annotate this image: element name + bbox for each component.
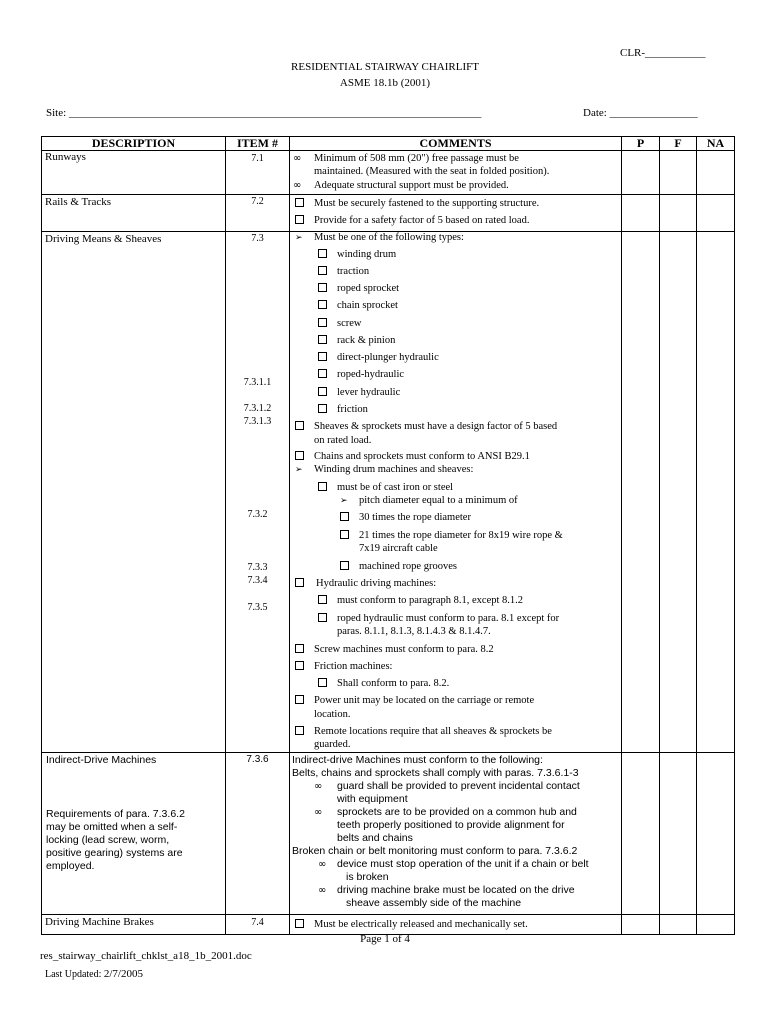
p-checkbox-cell[interactable] [622,915,660,935]
checkbox-icon [295,215,304,224]
item-number: 7.3.4 [247,575,268,586]
table-row [42,915,735,935]
last-updated-label: Last Updated: [45,969,102,980]
description-note: positive gearing) systems are [46,847,183,859]
row-description: Rails & Tracks [45,196,112,208]
site-field: Site: ___________________________________________________________________________ [46,107,482,119]
arrow-bullet-icon: ➢ [295,232,303,242]
checkbox-icon [295,421,304,430]
type-option: friction [337,404,368,415]
comment-line: driving machine brake must be located on the drive [337,884,575,896]
type-option: winding drum [337,249,397,260]
f-checkbox-cell[interactable] [660,232,697,753]
comment-line: sheave assembly side of the machine [346,897,522,909]
header-f: F [660,137,697,151]
infinity-bullet-icon: ∞ [318,859,327,870]
checkbox-icon [295,578,304,587]
header-description: DESCRIPTION [42,137,226,151]
item-number: 7.3.1.1 [243,377,272,388]
comment-line: Must be securely fastened to the supporting structure. [314,198,540,209]
comment-line: 30 times the rope diameter [359,512,471,523]
last-updated-date: 2/7/2005 [103,968,143,980]
checkbox-icon [295,661,304,670]
checkbox-icon [318,318,327,327]
type-option: roped sprocket [337,283,400,294]
checkbox-icon [318,404,327,413]
comment-line: 21 times the rope diameter for 8x19 wire rope & [359,530,563,541]
checkbox-icon [295,695,304,704]
f-checkbox-cell[interactable] [660,151,697,195]
header-comments: COMMENTS [290,137,622,151]
description-note: locking (lead screw, worm, [46,834,170,846]
clr-field: CLR-___________ [620,47,706,59]
description-note: employed. [46,860,95,872]
comment-line: roped hydraulic must conform to para. 8.1 except for [337,613,560,624]
comment-line: device must stop operation of the unit if a chain or belt [337,858,589,870]
comment-line: belts and chains [337,832,413,844]
infinity-bullet-icon: ∞ [293,153,302,164]
checkbox-icon [318,678,327,687]
f-checkbox-cell[interactable] [660,195,697,232]
table-row [42,753,735,915]
arrow-bullet-icon: ➢ [340,495,348,505]
comment-line: is broken [346,871,389,883]
header-item: ITEM # [226,137,290,151]
item-number: 7.1 [251,153,264,164]
comment-line: maintained. (Measured with the seat in folded position). [314,166,550,177]
checkbox-icon [295,451,304,460]
item-number: 7.3.6 [246,754,269,765]
comment-line: must be of cast iron or steel [337,482,454,493]
description-note: may be omitted when a self- [46,821,178,833]
type-option: direct-plunger hydraulic [337,352,439,363]
na-checkbox-cell[interactable] [697,915,735,935]
p-checkbox-cell[interactable] [622,151,660,195]
comment-line: with equipment [337,793,408,805]
checkbox-icon [318,369,327,378]
comment-line: location. [314,709,351,720]
checklist-table [41,136,735,935]
checkbox-icon [295,644,304,653]
row-description: Indirect-Drive Machines [46,754,157,766]
document-subtitle: ASME 18.1b (2001) [339,77,431,89]
type-option: rack & pinion [337,335,396,346]
p-checkbox-cell[interactable] [622,232,660,753]
checkbox-icon [318,335,327,344]
comment-line: Indirect-drive Machines must conform to the following: [292,754,543,766]
checkbox-icon [318,387,327,396]
page-number: Page 1 of 4 [360,933,410,945]
comment-line: Adequate structural support must be provided. [314,180,509,191]
comment-line: sprockets are to be provided on a common hub and [337,806,577,818]
comment-line: Hydraulic driving machines: [316,578,437,589]
type-option: traction [337,266,370,277]
header-row [42,137,735,151]
table-row [42,195,735,232]
item-number: 7.3.5 [247,602,268,613]
row-description: Driving Machine Brakes [45,916,154,928]
comment-line: guarded. [314,739,351,750]
file-name: res_stairway_chairlift_chklst_a18_1b_2001.doc [40,950,252,962]
na-checkbox-cell[interactable] [697,753,735,915]
type-option: lever hydraulic [337,387,401,398]
row-description: Runways [45,151,86,163]
comment-line: Remote locations require that all sheaves & sprockets be [314,726,552,737]
checkbox-icon [318,283,327,292]
infinity-bullet-icon: ∞ [314,781,323,792]
comment-line: Friction machines: [314,661,393,672]
type-option: screw [337,318,362,329]
item-number: 7.3.3 [247,562,268,573]
f-checkbox-cell[interactable] [660,915,697,935]
p-checkbox-cell[interactable] [622,753,660,915]
comment-line: machined rope grooves [359,561,457,572]
item-number: 7.3.1.3 [243,416,272,427]
description-note: Requirements of para. 7.3.6.2 [46,808,185,820]
comment-line: paras. 8.1.1, 8.1.3, 8.1.4.3 & 8.1.4.7. [337,626,491,637]
checkbox-icon [295,919,304,928]
infinity-bullet-icon: ∞ [293,180,302,191]
comment-line: Broken chain or belt monitoring must conform to para. 7.3.6.2 [292,845,578,857]
checkbox-icon [295,198,304,207]
item-number: 7.2 [251,196,264,207]
item-number: 7.3.1.2 [243,403,272,414]
item-number: 7.3 [251,233,264,244]
comment-line: Shall conform to para. 8.2. [337,678,450,689]
comment-line: on rated load. [314,435,372,446]
item-number: 7.3.2 [247,509,268,520]
comment-line: guard shall be provided to prevent incidental contact [337,780,580,792]
document-title: RESIDENTIAL STAIRWAY CHAIRLIFT [291,61,479,73]
checkbox-icon [295,726,304,735]
checkbox-icon [318,613,327,622]
f-checkbox-cell[interactable] [660,753,697,915]
comment-line: pitch diameter equal to a minimum of [359,495,518,506]
checkbox-icon [340,561,349,570]
na-checkbox-cell[interactable] [697,151,735,195]
item-number: 7.4 [251,917,264,928]
header-p: P [622,137,660,151]
p-checkbox-cell[interactable] [622,195,660,232]
comment-line: Must be electrically released and mechanically set. [314,919,528,930]
comment-line: teeth properly positioned to provide alignment for [337,819,565,831]
comment-line: must conform to paragraph 8.1, except 8.1.2 [337,595,524,606]
comment-line: Must be one of the following types: [314,232,464,243]
checkbox-icon [318,595,327,604]
date-field: Date: ________________ [583,107,698,119]
comment-line: 7x19 aircraft cable [359,543,438,554]
comment-line: Power unit may be located on the carriage or remote [314,695,535,706]
na-checkbox-cell[interactable] [697,232,735,753]
arrow-bullet-icon: ➢ [295,464,303,474]
comment-line: Belts, chains and sprockets shall comply with paras. 7.3.6.1-3 [292,767,579,779]
comment-line: Minimum of 508 mm (20") free passage must be [314,153,519,164]
comment-line: Sheaves & sprockets must have a design factor of 5 based [314,421,558,432]
last-updated [45,968,143,980]
checkbox-icon [318,352,327,361]
comment-line: Winding drum machines and sheaves: [314,464,474,475]
type-option: chain sprocket [337,300,398,311]
table-row [42,151,735,195]
table-row [42,232,735,753]
type-option: roped-hydraulic [337,369,405,380]
checkbox-icon [318,482,327,491]
comment-line: Chains and sprockets must conform to ANSI B29.1 [314,451,530,462]
checkbox-icon [318,266,327,275]
comment-line: Provide for a safety factor of 5 based on rated load. [314,215,530,226]
na-checkbox-cell[interactable] [697,195,735,232]
comment-line: Screw machines must conform to para. 8.2 [314,644,494,655]
checkbox-icon [340,530,349,539]
infinity-bullet-icon: ∞ [314,807,323,818]
header-na: NA [697,137,735,151]
checkbox-icon [318,300,327,309]
infinity-bullet-icon: ∞ [318,885,327,896]
checkbox-icon [340,512,349,521]
checkbox-icon [318,249,327,258]
row-description: Driving Means & Sheaves [45,233,162,245]
